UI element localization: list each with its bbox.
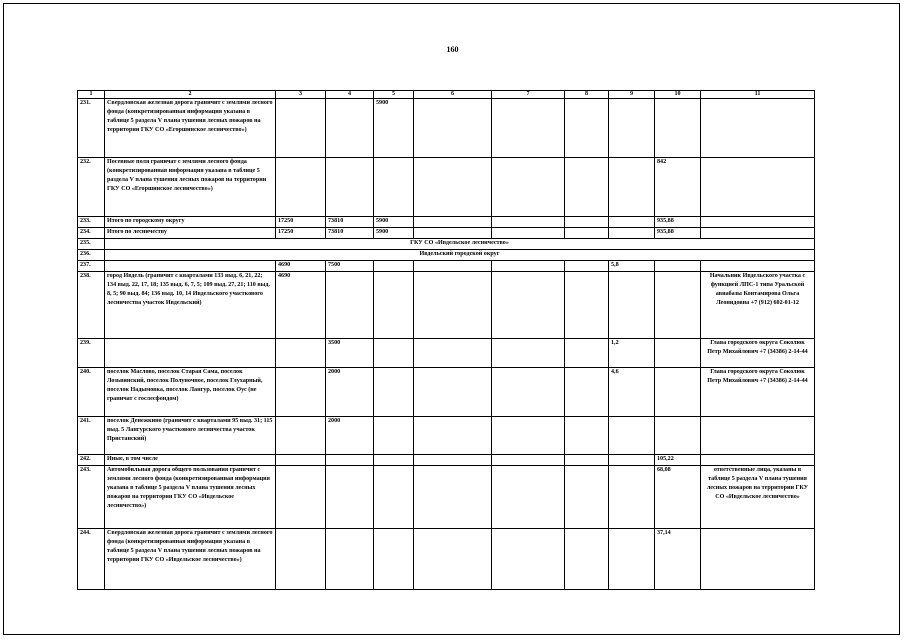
column-header: 7 <box>492 91 565 99</box>
cell-c5 <box>374 339 414 368</box>
cell-c2: Свердловская железная дорога граничит с землями лесного фонда (конкретизированная информация указана в таблице 5 раздела V плана тушения лесных пожаров на территории ГКУ СО «Ивдельское лесничество») <box>105 529 276 590</box>
table-row <box>78 239 815 250</box>
section-heading: ГКУ СО «Ивдельское лесничество» <box>105 239 815 250</box>
cell-c6 <box>414 261 492 272</box>
cell-c3: 17250 <box>276 228 326 239</box>
cell-c4 <box>326 466 374 529</box>
cell-c3 <box>276 158 326 217</box>
cell-c10: 935,88 <box>655 228 701 239</box>
cell-c4 <box>326 158 374 217</box>
cell-c7 <box>492 455 565 466</box>
cell-c3 <box>276 529 326 590</box>
cell-c5 <box>374 261 414 272</box>
cell-c10 <box>655 99 701 158</box>
table-row <box>78 272 815 339</box>
cell-c11 <box>701 261 815 272</box>
cell-c11 <box>701 217 815 228</box>
cell-c11: ответственные лица, указаны в таблице 5 раздела V плана тушения лесных пожаров на территории ГКУ СО «Ивдельское лесничество» <box>701 466 815 529</box>
cell-c3 <box>276 417 326 455</box>
table-row <box>78 529 815 590</box>
cell-c2 <box>105 261 276 272</box>
cell-c4 <box>326 529 374 590</box>
cell-c8 <box>565 417 609 455</box>
cell-c11 <box>701 228 815 239</box>
cell-c6 <box>414 466 492 529</box>
cell-c3: 17250 <box>276 217 326 228</box>
cell-c11: Начальник Ивдельского участка с функцией ЛПС-1 типа Уральской авиабазы Контамирова Ольга Леонидовна +7 (912) 602-01-12 <box>701 272 815 339</box>
cell-c2: Итого по городскому округу <box>105 217 276 228</box>
row-number: 233. <box>78 217 105 228</box>
cell-c7 <box>492 158 565 217</box>
table-row <box>78 217 815 228</box>
column-header: 5 <box>374 91 414 99</box>
cell-c4: 3500 <box>326 339 374 368</box>
cell-c5: 5900 <box>374 217 414 228</box>
cell-c5 <box>374 368 414 417</box>
cell-c6 <box>414 417 492 455</box>
cell-c4: 73810 <box>326 217 374 228</box>
cell-c6 <box>414 339 492 368</box>
cell-c6 <box>414 368 492 417</box>
cell-c5: 5900 <box>374 99 414 158</box>
column-header: 2 <box>105 91 276 99</box>
row-number: 232. <box>78 158 105 217</box>
column-header: 4 <box>326 91 374 99</box>
cell-c8 <box>565 455 609 466</box>
cell-c8 <box>565 466 609 529</box>
cell-c2: Свердловская железная дорога граничит с землями лесного фонда (конкретизированная информация указана в таблице 5 раздела V плана тушения лесных пожаров на территории ГКУ СО «Егоршинское лесничество») <box>105 99 276 158</box>
cell-c10: 68,08 <box>655 466 701 529</box>
cell-c8 <box>565 339 609 368</box>
row-number: 235. <box>78 239 105 250</box>
cell-c9 <box>609 99 655 158</box>
cell-c2: Итого по лесничеству <box>105 228 276 239</box>
cell-c8 <box>565 217 609 228</box>
cell-c4: 7500 <box>326 261 374 272</box>
cell-c9 <box>609 455 655 466</box>
table-row <box>78 261 815 272</box>
column-header: 11 <box>701 91 815 99</box>
cell-c9 <box>609 417 655 455</box>
table-row <box>78 339 815 368</box>
cell-c7 <box>492 228 565 239</box>
cell-c5 <box>374 158 414 217</box>
cell-c7 <box>492 272 565 339</box>
cell-c4: 73810 <box>326 228 374 239</box>
column-header: 1 <box>78 91 105 99</box>
cell-c6 <box>414 217 492 228</box>
cell-c10 <box>655 417 701 455</box>
cell-c6 <box>414 158 492 217</box>
cell-c2: поселок Маслово, поселок Старая Сама, поселок Лозьвинский, поселок Полуночное, поселок Глухарный, поселок Надымовка, поселок Лангур, поселок Оус (не граничат с гослесфондом) <box>105 368 276 417</box>
cell-c8 <box>565 228 609 239</box>
cell-c7 <box>492 368 565 417</box>
row-number: 236. <box>78 250 105 261</box>
table-row <box>78 158 815 217</box>
cell-c8 <box>565 99 609 158</box>
cell-c2: Иные, в том числе <box>105 455 276 466</box>
cell-c2 <box>105 339 276 368</box>
cell-c9 <box>609 529 655 590</box>
table-row <box>78 466 815 529</box>
cell-c10: 37,14 <box>655 529 701 590</box>
cell-c8 <box>565 368 609 417</box>
cell-c11: Глава городского округа Соколюк Петр Михайлович +7 (34386) 2-14-44 <box>701 368 815 417</box>
cell-c4: 2000 <box>326 368 374 417</box>
cell-c5: 5900 <box>374 228 414 239</box>
cell-c3: 4690 <box>276 272 326 339</box>
cell-c6 <box>414 529 492 590</box>
cell-c7 <box>492 529 565 590</box>
cell-c9 <box>609 217 655 228</box>
cell-c9 <box>609 466 655 529</box>
cell-c9 <box>609 158 655 217</box>
cell-c11 <box>701 455 815 466</box>
cell-c10 <box>655 368 701 417</box>
table-body <box>78 91 815 590</box>
row-number: 242. <box>78 455 105 466</box>
cell-c4 <box>326 99 374 158</box>
cell-c6 <box>414 99 492 158</box>
cell-c11 <box>701 158 815 217</box>
cell-c5 <box>374 417 414 455</box>
cell-c5 <box>374 455 414 466</box>
cell-c9: 4,6 <box>609 368 655 417</box>
row-number: 244. <box>78 529 105 590</box>
row-number: 237. <box>78 261 105 272</box>
cell-c7 <box>492 261 565 272</box>
cell-c7 <box>492 417 565 455</box>
column-header: 8 <box>565 91 609 99</box>
cell-c3 <box>276 339 326 368</box>
cell-c9: 1,2 <box>609 339 655 368</box>
cell-c2: город Ивдель (граничит с кварталами 133 выд. 6, 21, 22; 134 выд. 22, 17, 18; 135 выд. 6, 7, 5; 109 выд. 27, 21; 110 выд. 8, 5; 90 выд. 84; 136 выд. 10, 14 Ивдельского участкового лесничества участок Ивдельский) <box>105 272 276 339</box>
cell-c6 <box>414 228 492 239</box>
cell-c3 <box>276 466 326 529</box>
row-number: 241. <box>78 417 105 455</box>
cell-c11 <box>701 99 815 158</box>
cell-c6 <box>414 455 492 466</box>
row-number: 239. <box>78 339 105 368</box>
column-header: 10 <box>655 91 701 99</box>
cell-c4 <box>326 455 374 466</box>
cell-c5 <box>374 529 414 590</box>
cell-c10 <box>655 261 701 272</box>
cell-c10: 935,88 <box>655 217 701 228</box>
table-row <box>78 228 815 239</box>
cell-c3: 4690 <box>276 261 326 272</box>
column-header: 6 <box>414 91 492 99</box>
cell-c8 <box>565 261 609 272</box>
table-row <box>78 417 815 455</box>
cell-c9 <box>609 272 655 339</box>
cell-c8 <box>565 158 609 217</box>
table-row <box>78 455 815 466</box>
cell-c2: Автомобильная дорога общего пользования граничит с землями лесного фонда (конкретизированная информация указана в таблице 5 раздела V плана тушения лесных пожаров на территории ГКУ СО «Ивдельское лесничество») <box>105 466 276 529</box>
table-header-row <box>78 91 815 99</box>
cell-c4: 2000 <box>326 417 374 455</box>
cell-c4 <box>326 272 374 339</box>
cell-c7 <box>492 217 565 228</box>
cell-c7 <box>492 339 565 368</box>
table-row <box>78 368 815 417</box>
cell-c11 <box>701 529 815 590</box>
cell-c2: Посевные поля граничат с землями лесного фонда (конкретизированная информация указана в таблице 5 раздела V плана тушения лесных пожаров на территории ГКУ СО «Егоршинское лесничество») <box>105 158 276 217</box>
cell-c7 <box>492 99 565 158</box>
row-number: 231. <box>78 99 105 158</box>
cell-c8 <box>565 529 609 590</box>
cell-c5 <box>374 272 414 339</box>
cell-c2: поселок Денежкино (граничит с кварталами 95 выд. 31; 115 выд. 5 Лангурского участкового лесничества участок Пристанский) <box>105 417 276 455</box>
data-table <box>77 90 815 590</box>
cell-c10: 842 <box>655 158 701 217</box>
cell-c3 <box>276 99 326 158</box>
cell-c11 <box>701 417 815 455</box>
cell-c9 <box>609 228 655 239</box>
cell-c10 <box>655 272 701 339</box>
row-number: 238. <box>78 272 105 339</box>
cell-c3 <box>276 455 326 466</box>
cell-c5 <box>374 466 414 529</box>
cell-c10: 105,22 <box>655 455 701 466</box>
cell-c11: Глава городского округа Соколюк Петр Михайлович +7 (34386) 2-14-44 <box>701 339 815 368</box>
cell-c7 <box>492 466 565 529</box>
cell-c6 <box>414 272 492 339</box>
table-row <box>78 250 815 261</box>
row-number: 234. <box>78 228 105 239</box>
cell-c10 <box>655 339 701 368</box>
table-row <box>78 99 815 158</box>
cell-c3 <box>276 368 326 417</box>
section-heading: Ивдельский городской округ <box>105 250 815 261</box>
cell-c9: 5,8 <box>609 261 655 272</box>
page-number: 160 <box>446 45 459 54</box>
cell-c8 <box>565 272 609 339</box>
column-header: 3 <box>276 91 326 99</box>
row-number: 243. <box>78 466 105 529</box>
row-number: 240. <box>78 368 105 417</box>
column-header: 9 <box>609 91 655 99</box>
